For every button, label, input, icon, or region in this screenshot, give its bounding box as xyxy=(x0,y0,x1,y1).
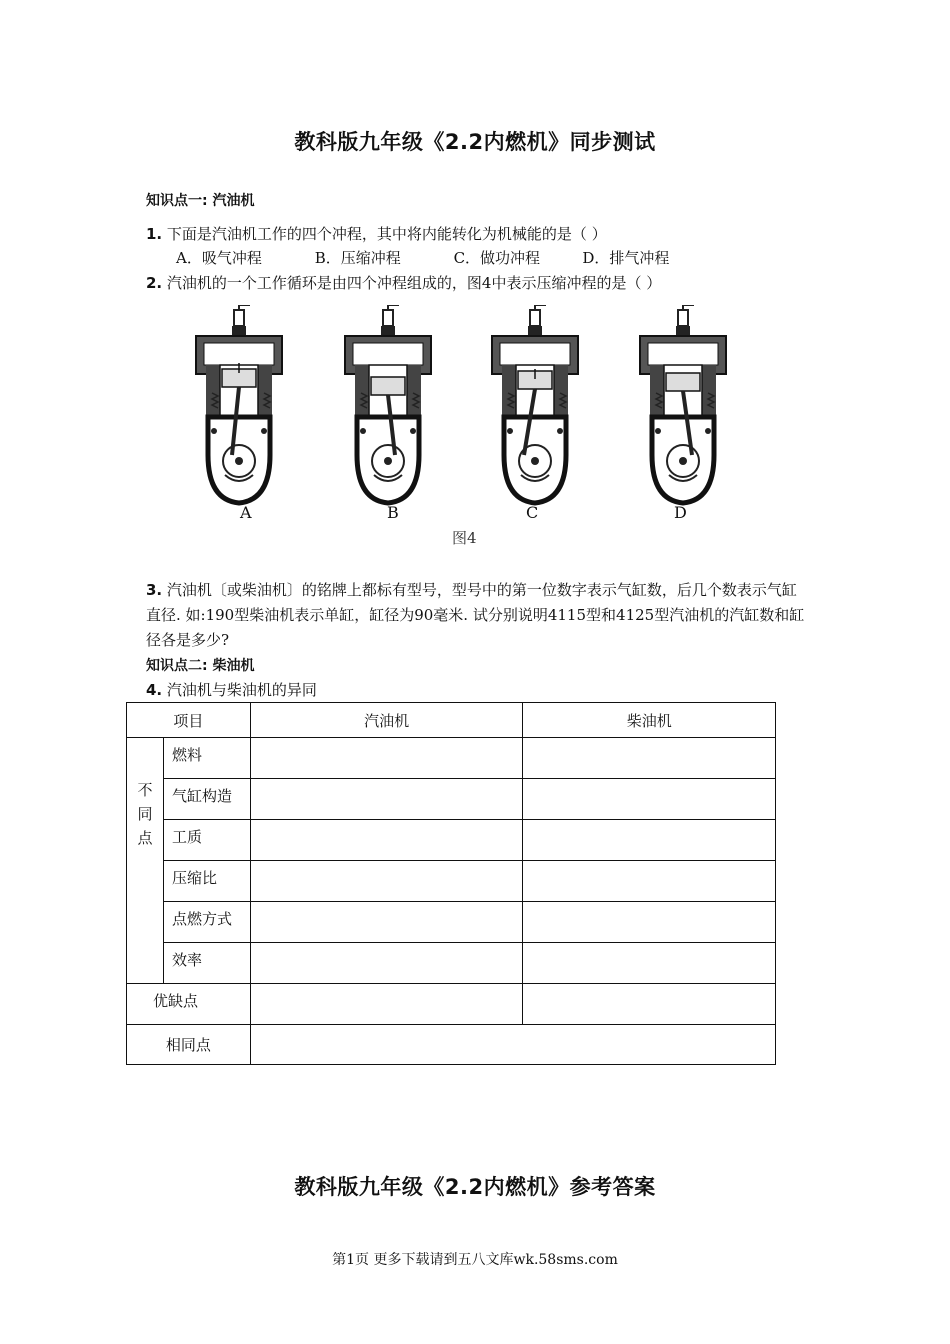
figure-label-d: D xyxy=(674,503,687,522)
question-1-options xyxy=(176,247,669,268)
table-row xyxy=(127,779,776,820)
diesel-cell xyxy=(523,820,776,861)
page-footer: 第1页 更多下载请到五八文库wk.58sms.com xyxy=(332,1252,618,1268)
gasoline-cell xyxy=(250,738,523,779)
question-text: 下面是汽油机工作的四个冲程，其中将内能转化为机械能的是（ ） xyxy=(166,225,607,243)
row-label: 压缩比 xyxy=(163,861,250,902)
diesel-cell xyxy=(523,861,776,902)
header-diesel: 柴油机 xyxy=(523,703,776,738)
row-label: 工质 xyxy=(163,820,250,861)
row-label: 点燃方式 xyxy=(163,902,250,943)
section-heading-diesel: 知识点二: 柴油机 xyxy=(146,658,255,674)
same-label: 相同点 xyxy=(127,1025,251,1065)
diff-label-cell xyxy=(127,738,164,984)
row-label: 燃料 xyxy=(163,738,250,779)
table-row xyxy=(127,738,776,779)
figure-label-c: C xyxy=(526,503,539,522)
gasoline-cell xyxy=(250,779,523,820)
same-cell xyxy=(250,1025,775,1065)
pros-cons-label: 优缺点 xyxy=(127,984,251,1025)
question-text: 汽油机与柴油机的异同 xyxy=(166,681,317,699)
question-1 xyxy=(146,223,607,244)
table-row xyxy=(127,1025,776,1065)
option-a: A．吸气冲程 xyxy=(176,249,262,267)
header-gasoline: 汽油机 xyxy=(250,703,523,738)
figure-caption: 图4 xyxy=(452,529,477,547)
diesel-cell xyxy=(523,779,776,820)
option-b: B．压缩冲程 xyxy=(314,249,401,267)
question-number: 1. xyxy=(146,225,163,243)
section-heading-gasoline: 知识点一: 汽油机 xyxy=(146,193,255,209)
diesel-cell xyxy=(523,738,776,779)
option-c: C．做功冲程 xyxy=(453,249,541,267)
table-row xyxy=(127,820,776,861)
gasoline-cell xyxy=(250,861,523,902)
gasoline-cell xyxy=(250,984,523,1025)
row-label: 效率 xyxy=(163,943,250,984)
gasoline-cell xyxy=(250,902,523,943)
diesel-cell xyxy=(523,984,776,1025)
question-number: 2. xyxy=(146,274,163,292)
engine-strokes-figure xyxy=(176,305,776,555)
figure-label-b: B xyxy=(387,503,399,522)
question-2 xyxy=(146,272,661,293)
question-number: 3. xyxy=(146,581,163,599)
table-row xyxy=(127,943,776,984)
question-text: 汽油机〔或柴油机〕的铭牌上都标有型号，型号中的第一位数字表示气缸数，后几个数表示气缸直径. 如:190型柴油机表示单缸，缸径为90毫米. 试分别说明4115型和4125型汽油机的汽缸数和缸径各是多少? xyxy=(146,581,805,649)
question-3 xyxy=(146,578,808,653)
answers-title: 教科版九年级《2.2内燃机》参考答案 xyxy=(294,1175,656,1199)
option-d: D．排气冲程 xyxy=(582,249,670,267)
diesel-cell xyxy=(523,943,776,984)
page-title: 教科版九年级《2.2内燃机》同步测试 xyxy=(294,130,656,154)
question-4 xyxy=(146,679,317,700)
table-row xyxy=(127,902,776,943)
table-row xyxy=(127,861,776,902)
diff-label: 不同点 xyxy=(137,781,153,847)
question-text: 汽油机的一个工作循环是由四个冲程组成的，图4中表示压缩冲程的是（ ） xyxy=(166,274,662,292)
table-row xyxy=(127,984,776,1025)
gasoline-cell xyxy=(250,820,523,861)
row-label: 气缸构造 xyxy=(163,779,250,820)
header-item: 项目 xyxy=(127,703,251,738)
question-number: 4. xyxy=(146,681,163,699)
figure-label-a: A xyxy=(240,503,252,522)
diesel-cell xyxy=(523,902,776,943)
gasoline-cell xyxy=(250,943,523,984)
comparison-table xyxy=(126,702,776,1065)
table-header-row xyxy=(127,703,776,738)
